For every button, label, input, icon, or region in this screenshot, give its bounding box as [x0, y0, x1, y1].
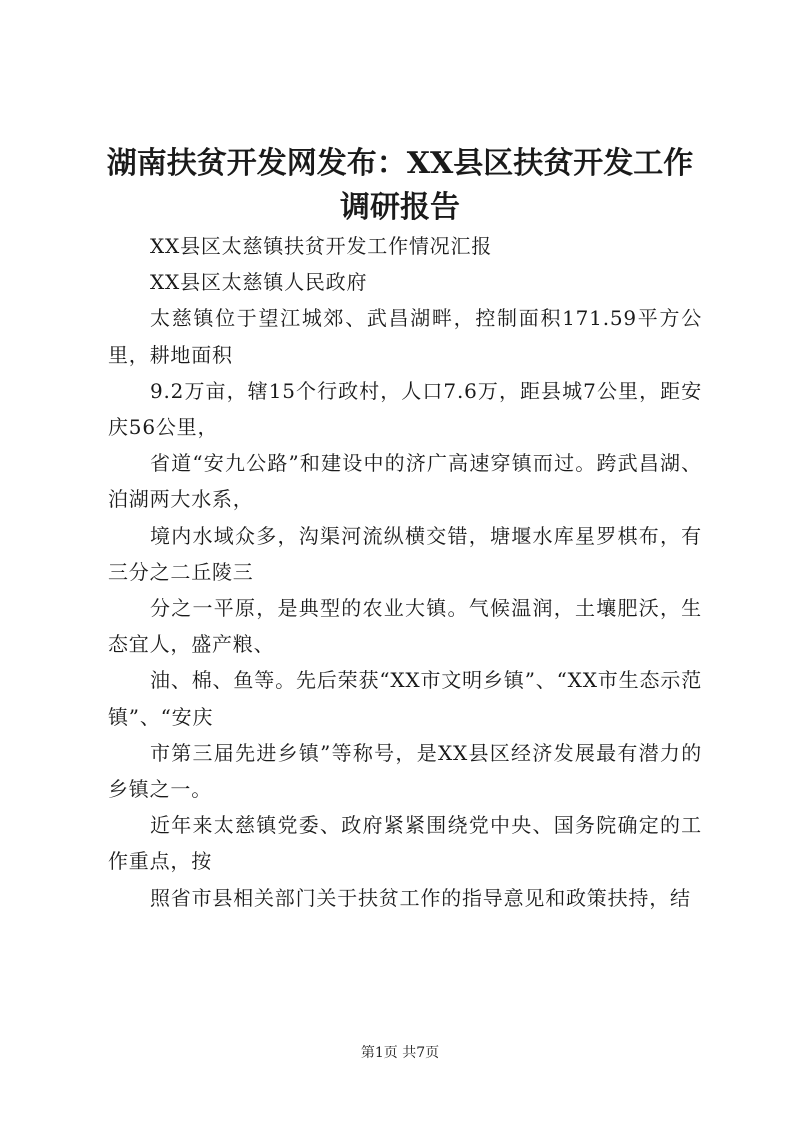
title-line-1: 湖南扶贫开发网发布：XX县区扶贫开发工作: [106, 146, 694, 181]
document-title: [100, 142, 700, 230]
paragraph: 省道“安九公路”和建设中的济广高速穿镇而过。跨武昌湖、泊湖两大水系，: [108, 451, 702, 512]
paragraph: 9.2万亩，辖15个行政村，人口7.6万，距县城7公里，距安庆56公里，: [108, 378, 702, 440]
paragraph: 市第三届先进乡镇”等称号，是XX县区经济发展最有潜力的乡镇之一。: [108, 740, 702, 802]
paragraph: 太慈镇位于望江城郊、武昌湖畔，控制面积171.59平方公里，耕地面积: [108, 306, 702, 367]
paragraph: 近年来太慈镇党委、政府紧紧围绕党中央、国务院确定的工作重点，按: [108, 813, 702, 874]
paragraph: XX县区太慈镇扶贫开发工作情况汇报: [150, 234, 493, 258]
title-line-2: 调研报告: [340, 190, 460, 225]
paragraph: 境内水域众多，沟渠河流纵横交错，塘堰水库星罗棋布，有三分之二丘陵三: [108, 523, 702, 584]
paragraph: 照省市县相关部门关于扶贫工作的指导意见和政策扶持，结: [150, 885, 691, 910]
page-footer: 第1页 共7页: [360, 1045, 440, 1061]
paragraph: XX县区太慈镇人民政府: [150, 270, 368, 295]
paragraph: 油、棉、鱼等。先后荣获“XX市文明乡镇”、“XX市生态示范镇”、“安庆: [108, 668, 702, 729]
document-body: [108, 228, 702, 916]
paragraph: 分之一平原，是典型的农业大镇。气候温润，土壤肥沃，生态宜人，盛产粮、: [108, 596, 702, 657]
